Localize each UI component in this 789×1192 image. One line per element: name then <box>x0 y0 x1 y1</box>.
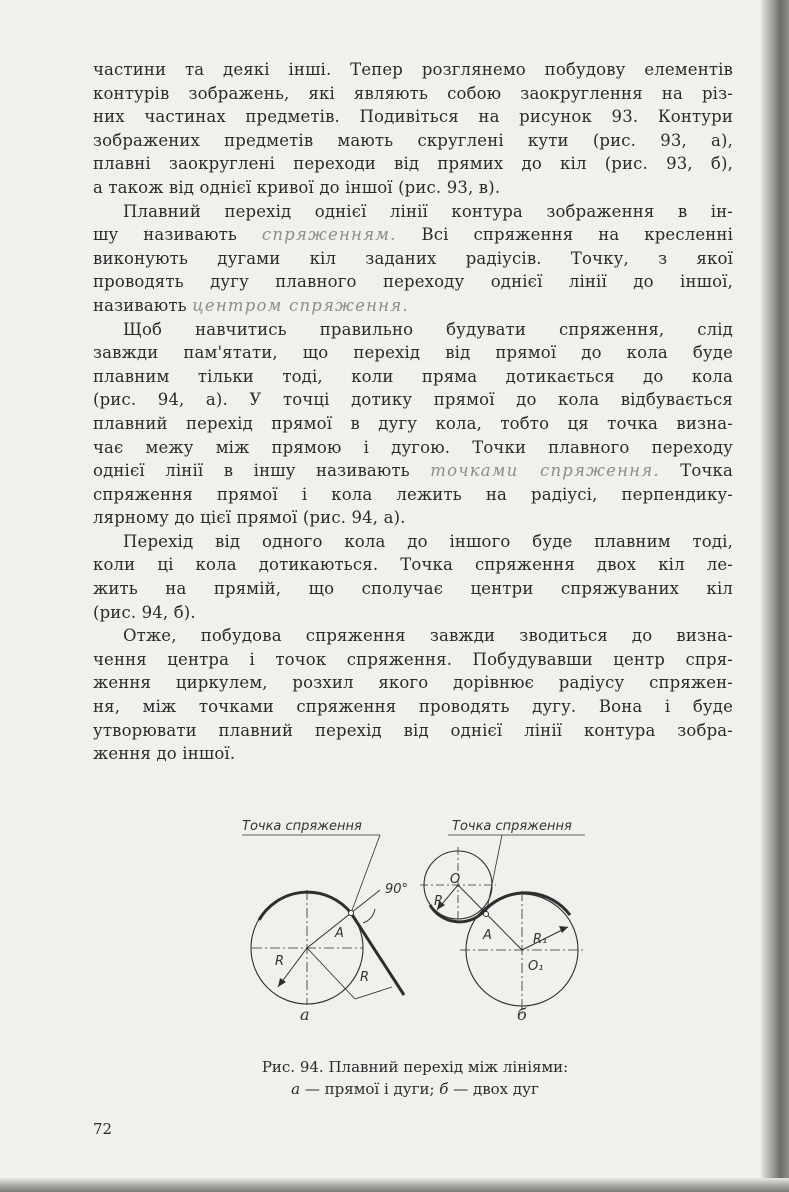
line-text: чення центра і точок спряження. Побудувавши центр спря- <box>93 649 733 669</box>
line-text: (рис. 94, б). <box>93 602 196 622</box>
text-line <box>93 294 733 318</box>
line-text: Плавний перехід однієї лінії контура зображення в ін- <box>123 201 733 221</box>
tangent-point-a <box>349 911 354 916</box>
line-text: спряження прямої і кола лежить на радіусі, перпендику- <box>93 484 733 504</box>
arrowhead-b2 <box>559 926 568 933</box>
line-text: зображених предметів мають скруглені кути (рис. 93, а), <box>93 130 733 150</box>
line-text: жить на прямій, що сполучає центри спряжуваних кіл <box>93 579 733 599</box>
text-line <box>93 412 733 436</box>
text-line <box>93 483 733 507</box>
text-line <box>93 553 733 577</box>
body-text <box>93 58 733 766</box>
term-highlight: спряженням. <box>261 225 397 245</box>
line-text: ження циркулем, розхил якого дорівнює радіусу спряжен- <box>93 673 733 693</box>
center-o-label: O <box>450 872 461 887</box>
line-text: шу називають <box>93 225 262 245</box>
line-text: плавним тільки тоді, коли пряма дотикається до кола <box>93 366 733 386</box>
figure-94 <box>230 815 605 1030</box>
figure-a <box>242 835 404 1005</box>
paragraph <box>93 624 733 766</box>
line-text: проводять дугу плавного переходу однієї лінії до іншої, <box>93 272 733 292</box>
line-text: Щоб навчитись правильно будувати спряження, слід <box>123 319 733 339</box>
dim-line-a <box>355 987 392 999</box>
radius-label-left-2: R <box>360 970 370 985</box>
line-text: Перехід від одного кола до іншого буде плавним тоді, <box>123 531 733 551</box>
text-line <box>93 719 733 743</box>
line-text: плавні заокруглені переходи від прямих до кіл (рис. 93, б), <box>93 154 733 174</box>
tangent-point-b <box>484 912 489 917</box>
line-text: завжди пам'ятати, що перехід від прямої до кола буде <box>93 343 733 363</box>
line-text: них частинах предметів. Подивіться на рисунок 93. Контури <box>93 107 733 127</box>
text-line <box>93 742 733 766</box>
text-line <box>93 506 733 530</box>
paragraph <box>93 58 733 200</box>
page-bottom-edge <box>0 1178 789 1192</box>
line-text: виконують дугами кіл заданих радіусів. Точку, з якої <box>93 248 733 268</box>
text-line <box>93 82 733 106</box>
line-text: ня, між точками спряження проводять дугу. Вона і буде <box>93 697 733 717</box>
text-line <box>93 648 733 672</box>
text-line <box>93 624 733 648</box>
point-a-left: A <box>335 926 344 941</box>
line-text: контурів зображень, які являють собою заокруглення на різ- <box>93 83 733 103</box>
text-line <box>93 200 733 224</box>
page-number: 72 <box>93 1120 113 1138</box>
line-text: частини та деякі інші. Тепер розглянемо побудову елементів <box>93 60 733 79</box>
line-text: утворювати плавний перехід від однієї лінії контура зобра- <box>93 720 733 740</box>
caption-a: а <box>291 1080 301 1098</box>
text-line <box>93 105 733 129</box>
figure-caption-line2 <box>160 1078 670 1100</box>
tangent-line-a <box>351 913 404 995</box>
line-text: однієї лінії в іншу називають <box>93 461 431 481</box>
text-line <box>93 341 733 365</box>
text-line <box>93 695 733 719</box>
point-label-left: Точка спряження <box>242 819 362 834</box>
text-line <box>93 530 733 554</box>
line-text: називають <box>93 295 193 315</box>
text-line <box>93 247 733 271</box>
text-line <box>93 436 733 460</box>
text-line <box>93 577 733 601</box>
line-text-after: Точка <box>659 461 733 481</box>
text-line <box>93 152 733 176</box>
sub-label-b: б <box>517 1005 527 1024</box>
radius-label-right-2: R₁ <box>533 932 548 947</box>
text-line <box>93 671 733 695</box>
line-text: лярному до цієї прямої (рис. 94, а). <box>93 508 406 528</box>
caption-b-text: — двох дуг <box>448 1080 539 1098</box>
caption-a-text: — прямої і дуги; <box>300 1080 440 1098</box>
arc-a-thick <box>259 892 351 920</box>
paragraph <box>93 318 733 530</box>
line-text: (рис. 94, а). У точці дотику прямої до кола відбувається <box>93 390 733 410</box>
line-text: ження до іншої. <box>93 744 236 764</box>
line-text: чає межу між прямою і дугою. Точки плавного переходу <box>93 437 733 457</box>
line-text: а також від однієї кривої до іншої (рис. 93, в). <box>93 177 501 197</box>
text-line <box>93 129 733 153</box>
radius-label-right-1: R <box>434 894 444 909</box>
line-text-after: Всі спряження на кресленні <box>396 225 733 245</box>
arrowhead-a1 <box>278 978 286 987</box>
angle-arc-a <box>363 909 375 923</box>
text-line <box>93 459 733 483</box>
page-edge-shadow <box>761 0 789 1192</box>
text-line <box>93 365 733 389</box>
sub-label-a: а <box>300 1005 310 1024</box>
figure-94-drawing <box>230 815 605 1030</box>
text-line <box>93 388 733 412</box>
line-text: коли ці кола дотикаються. Точка спряження двох кіл ле- <box>93 555 733 575</box>
radius-line-a <box>307 913 351 948</box>
text-line <box>93 601 733 625</box>
line-text: Отже, побудова спряження завжди зводиться до визна- <box>123 626 733 646</box>
center-o1-label: O₁ <box>528 959 544 974</box>
term-highlight: точками спряження. <box>430 461 660 481</box>
radius2-line-a <box>307 948 355 999</box>
text-line <box>93 318 733 342</box>
text-line <box>93 223 733 247</box>
term-highlight: центром спряження. <box>192 295 409 315</box>
paragraph <box>93 530 733 624</box>
point-a-right: A <box>483 928 492 943</box>
arc-b-large-thick <box>486 893 570 915</box>
figure-b <box>420 835 585 1015</box>
angle-label: 90° <box>385 882 409 897</box>
point-label-right: Точка спряження <box>452 819 572 834</box>
figure-caption-line1: Рис. 94. Плавний перехід між лініями: <box>261 1058 569 1076</box>
line-text: плавний перехід прямої в дугу кола, тобто ця точка визна- <box>93 413 733 433</box>
text-line <box>93 58 733 82</box>
radius-label-left-1: R <box>275 954 285 969</box>
paragraph <box>93 200 733 318</box>
caption-b: б <box>439 1080 449 1098</box>
text-line <box>93 270 733 294</box>
text-line <box>93 176 733 200</box>
